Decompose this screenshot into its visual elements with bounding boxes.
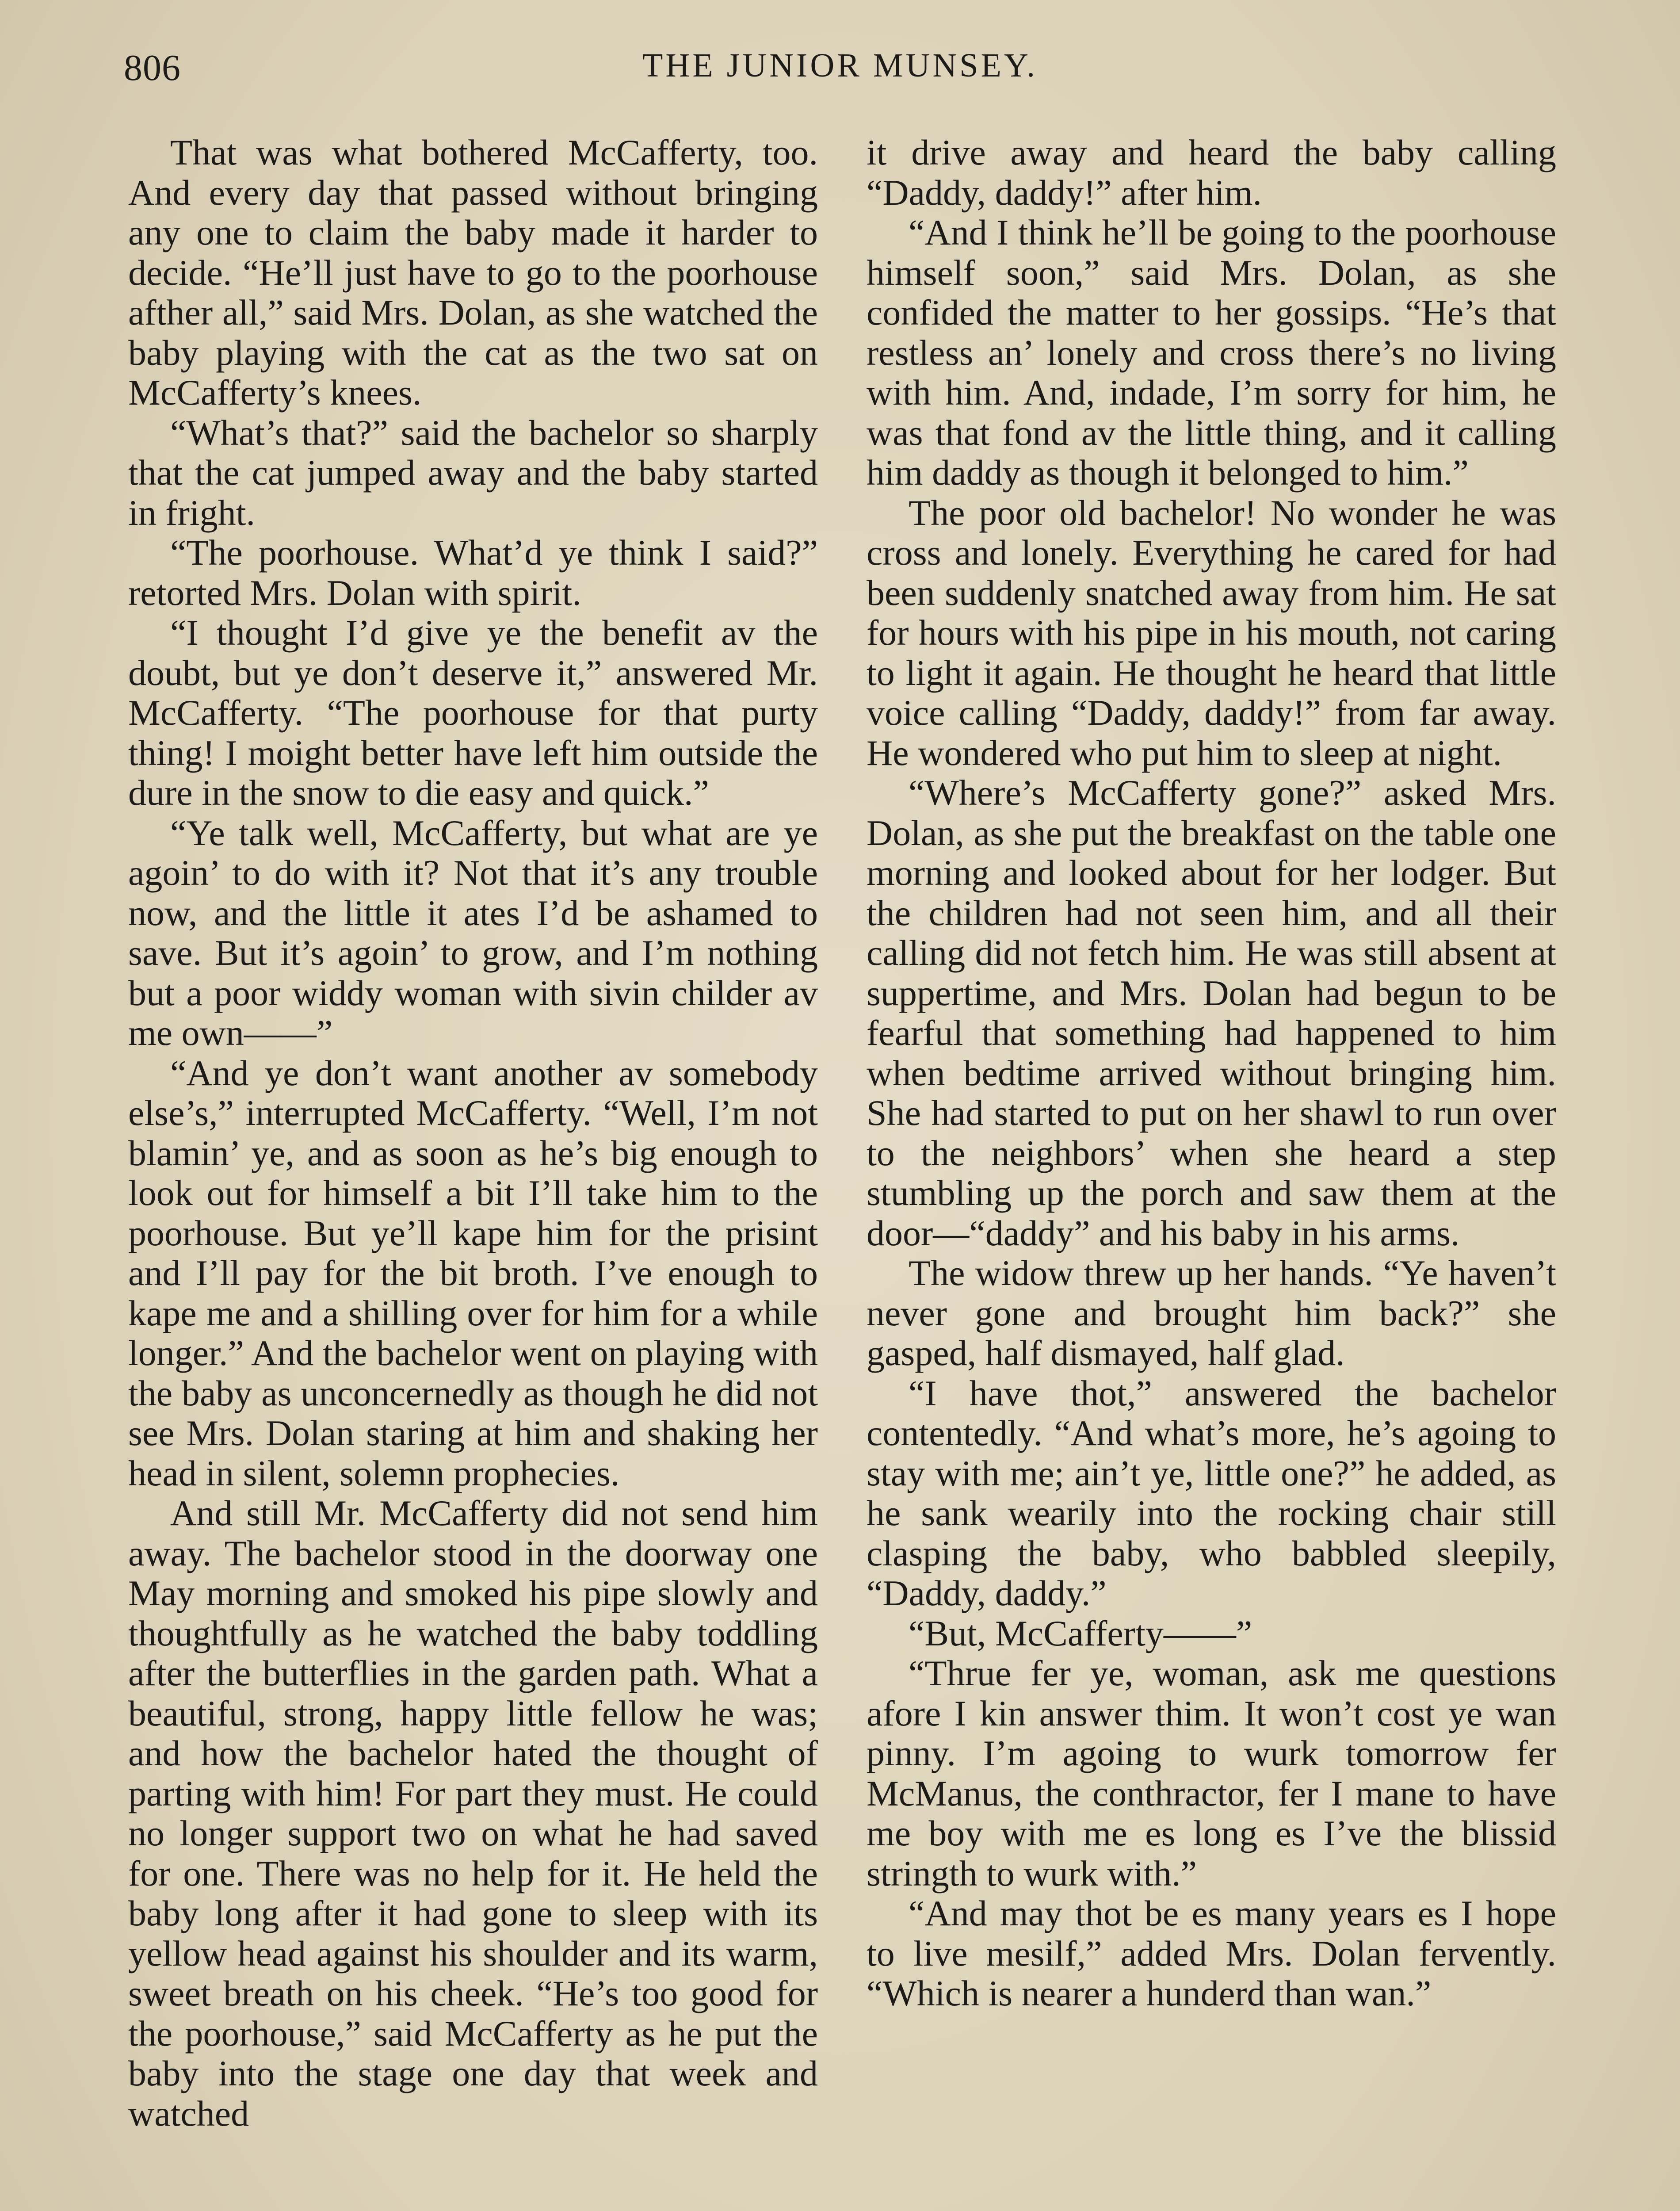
paragraph: The poor old bachelor! No wonder he was cross and lonely. Everything he cared for had been suddenly snatched away from him. He sat for hours with his pipe in his mouth, not caring to light it again. He thought he heard that little voice calling “Daddy, daddy!” from far away. He wondered who put him to sleep at night. bbox=[867, 492, 1556, 773]
paragraph: “Thrue fer ye, woman, ask me questions afore I kin answer thim. It won’t cost ye wan pinny. I’m agoing to wurk tomorrow fer McManus, the conthractor, fer I mane to have me boy with me es long es I’ve the blissid stringth to wurk with.” bbox=[867, 1653, 1556, 1894]
paragraph: “And ye don’t want another av somebody else’s,” interrupted McCafferty. “Well, I’m not blamin’ ye, and as soon as he’s big enough to look out for himself a bit I’ll take him to the poorhouse. But ye’ll kape him for the prisint and I’ll pay for the bit broth. I’ve enough to kape me and a shilling over for him for a while longer.” And the bachelor went on playing with the baby as unconcernedly as though he did not see Mrs. Dolan staring at him and shaking her head in silent, solemn prophecies. bbox=[128, 1052, 818, 1493]
right-column bbox=[867, 133, 1556, 2211]
paragraph: “But, McCafferty——” bbox=[909, 1613, 1252, 1653]
paragraph: “Ye talk well, McCafferty, but what are ye agoin’ to do with it? Not that it’s any trouble now, and the little it ates I’d be ashamed to save. But it’s agoin’ to grow, and I’m nothing but a poor widdy woman with sivin childer av me own——” bbox=[128, 812, 818, 1053]
paragraph: “What’s that?” said the bachelor so sharply that the cat jumped away and the baby started in fright. bbox=[128, 412, 818, 533]
paragraph: “Where’s McCafferty gone?” asked Mrs. Dolan, as she put the breakfast on the table one morning and looked about for her lodger. But the children had not seen him, and all their calling did not fetch him. He was still absent at suppertime, and Mrs. Dolan had begun to be fearful that something had happened to him when bedtime arrived without bringing him. She had started to put on her shawl to run over to the neighbors’ when she heard a step stumbling up the porch and saw them at the door—“daddy” and his baby in his arms. bbox=[867, 773, 1556, 1253]
paragraph: The widow threw up her hands. “Ye haven’t never gone and brought him back?” she gasped, half dismayed, half glad. bbox=[867, 1253, 1556, 1373]
paragraph: And still Mr. McCafferty did not send him away. The bachelor stood in the doorway one May morning and smoked his pipe slowly and thoughtfully as he watched the baby toddling after the butterflies in the garden path. What a beautiful, strong, happy little fellow he was; and how the bachelor hated the thought of parting with him! For part they must. He could no longer support two on what he had saved for one. There was no help for it. He held the baby long after it had gone to sleep with its yellow head against his shoulder and its warm, sweet breath on his cheek. “He’s too good for the poorhouse,” said McCafferty as he put the baby into the stage one day that week and watched bbox=[128, 1493, 818, 2134]
page-header bbox=[124, 46, 1556, 99]
left-column bbox=[128, 133, 818, 2211]
paragraph: “I have thot,” answered the bachelor contentedly. “And what’s more, he’s agoing to stay with me; ain’t ye, little one?” he added, as he sank wearily into the rocking chair still clasping the baby, who babbled sleepily, “Daddy, daddy.” bbox=[867, 1373, 1556, 1613]
paragraph: That was what bothered McCafferty, too. And every day that passed without bringing any one to claim the baby made it harder to decide. “He’ll just have to go to the poorhouse afther all,” said Mrs. Dolan, as she watched the baby playing with the cat as the two sat on McCafferty’s knees. bbox=[128, 132, 818, 413]
paragraph: “I thought I’d give ye the benefit av the doubt, but ye don’t deserve it,” answered Mr. McCafferty. “The poorhouse for that purty thing! I moight better have left him outside the dure in the snow to die easy and quick.” bbox=[128, 612, 818, 813]
paragraph: “And may thot be es many years es I hope to live mesilf,” added Mrs. Dolan fervently. “Which is nearer a hunderd than wan.” bbox=[867, 1893, 1556, 2013]
running-title: THE JUNIOR MUNSEY. bbox=[642, 47, 1038, 84]
continued-paragraph: it drive away and heard the baby calling “Daddy, daddy!” after him. bbox=[867, 132, 1556, 213]
page-number: 806 bbox=[124, 47, 181, 88]
paragraph: “The poorhouse. What’d ye think I said?” retorted Mrs. Dolan with spirit. bbox=[128, 532, 818, 613]
paragraph: “And I think he’ll be going to the poorhouse himself soon,” said Mrs. Dolan, as she confided the matter to her gossips. “He’s that restless an’ lonely and cross there’s no living with him. And, indade, I’m sorry for him, he was that fond av the little thing, and it calling him daddy as though it belonged to him.” bbox=[867, 212, 1556, 493]
